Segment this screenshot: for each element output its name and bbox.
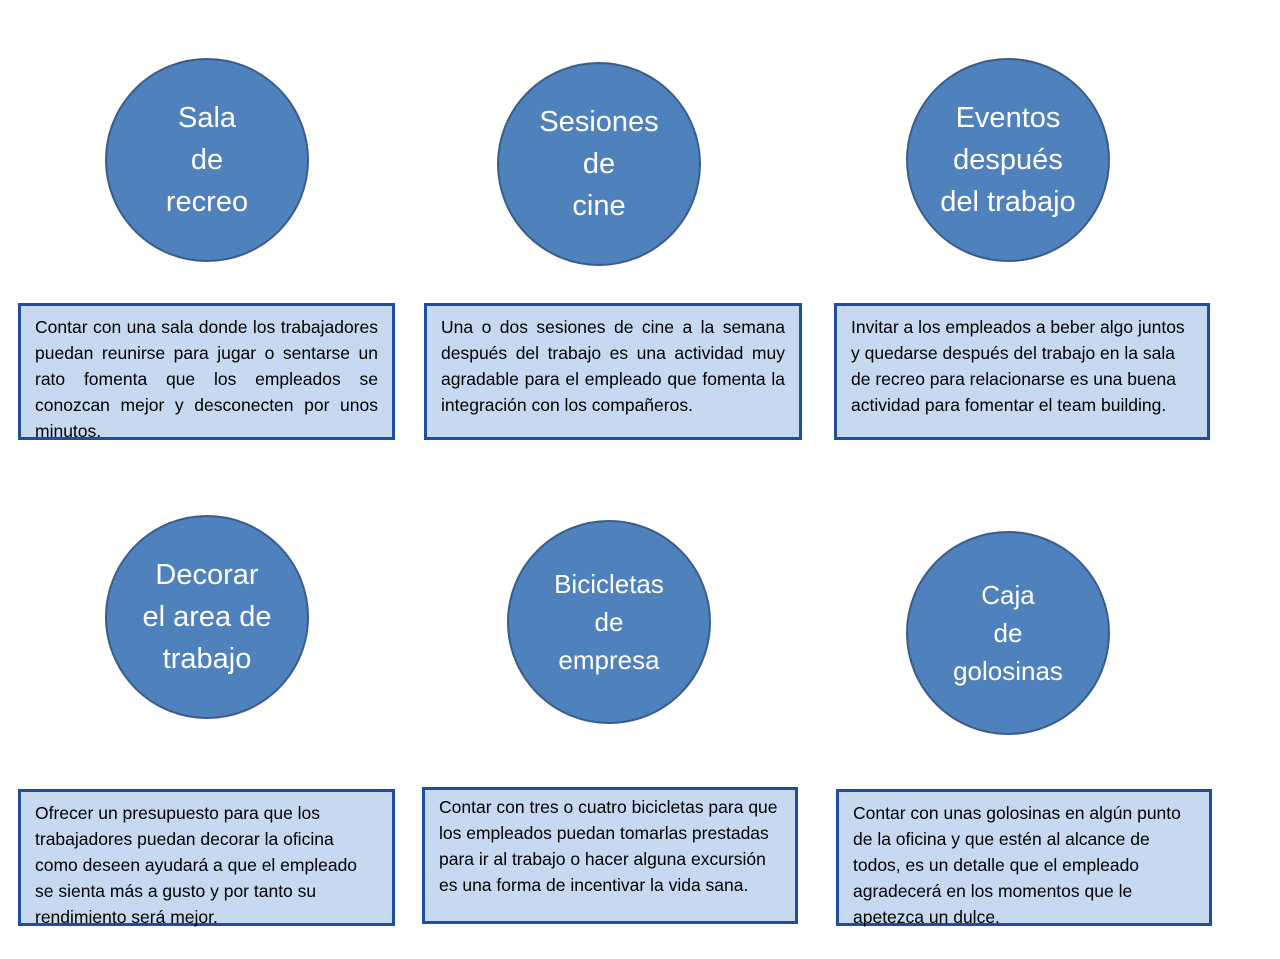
circle-title: Caja de golosinas bbox=[953, 580, 1063, 686]
circle-sesiones-de-cine bbox=[497, 62, 701, 266]
description-box-bicicletas-de-empresa bbox=[422, 787, 798, 924]
circle-bicicletas-de-empresa bbox=[507, 520, 711, 724]
description-text: Contar con tres o cuatro bicicletas para que los empleados puedan tomarlas prestadas para ir al trabajo o hacer alguna excursión es una forma de incentivar la vida sana. bbox=[439, 797, 778, 895]
description-text: Una o dos sesiones de cine a la semana después del trabajo es una actividad muy agradable para el empleado que fomenta la integración con los compañeros. bbox=[441, 317, 785, 415]
circle-title: Sala de recreo bbox=[165, 102, 249, 218]
circle-title: Decorar el area de trabajo bbox=[142, 559, 272, 675]
circle-eventos-despues-del-trabajo bbox=[906, 58, 1110, 262]
description-box-eventos-despues-del-trabajo bbox=[834, 303, 1210, 440]
description-text: Contar con una sala donde los trabajadores puedan reunirse para jugar o sentarse un rato fomenta que los empleados se conozcan mejor y desconecten por unos minutos. bbox=[35, 317, 378, 441]
description-box-sesiones-de-cine bbox=[424, 303, 802, 440]
description-box-caja-de-golosinas bbox=[836, 789, 1212, 926]
circle-title: Bicicletas de empresa bbox=[554, 569, 664, 675]
circle-title: Sesiones de cine bbox=[539, 106, 659, 222]
circle-title: Eventos después del trabajo bbox=[940, 102, 1076, 218]
circle-sala-de-recreo bbox=[105, 58, 309, 262]
description-box-decorar-el-area-de-trabajo bbox=[18, 789, 395, 926]
circle-caja-de-golosinas bbox=[906, 531, 1110, 735]
description-text: Ofrecer un presupuesto para que los trabajadores puedan decorar la oficina como deseen ayudará a que el empleado se sienta más a gusto y por tanto su rendimiento será mejor. bbox=[35, 803, 358, 927]
circle-decorar-el-area-de-trabajo bbox=[105, 515, 309, 719]
description-text: Contar con unas golosinas en algún punto de la oficina y que estén al alcance de todos, es un detalle que el empleado agradecerá en los momentos que le apetezca un dulce. bbox=[853, 803, 1181, 927]
description-box-sala-de-recreo bbox=[18, 303, 395, 440]
description-text: Invitar a los empleados a beber algo juntos y quedarse después del trabajo en la sala de recreo para relacionarse es una buena actividad para fomentar el team building. bbox=[851, 317, 1185, 415]
